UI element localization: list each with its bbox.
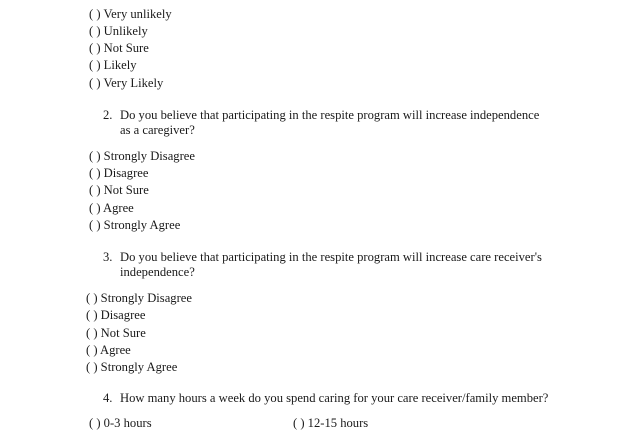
- q1-option-very-likely: ( ) Very Likely: [89, 76, 164, 90]
- q3-option-disagree: ( ) Disagree: [86, 308, 146, 322]
- q3-option-strongly-disagree: ( ) Strongly Disagree: [86, 291, 192, 305]
- q2-option-strongly-agree: ( ) Strongly Agree: [89, 218, 181, 232]
- q4-text-line-1: How many hours a week do you spend caring for your care receiver/family member?: [120, 391, 549, 405]
- q3-number: 3.: [103, 250, 113, 264]
- q2-option-not-sure: ( ) Not Sure: [89, 183, 149, 197]
- q4-number: 4.: [103, 391, 113, 405]
- q3-text-line-1: Do you believe that participating in the respite program will increase care receiver's: [120, 250, 542, 264]
- q3-option-strongly-agree: ( ) Strongly Agree: [86, 360, 178, 374]
- q3-option-not-sure: ( ) Not Sure: [86, 326, 146, 340]
- q1-option-very-unlikely: ( ) Very unlikely: [89, 7, 172, 21]
- q2-text-line-1: Do you believe that participating in the respite program will increase independence: [120, 108, 540, 122]
- q4-option-12-15-hours: ( ) 12-15 hours: [293, 416, 369, 430]
- q3-option-agree: ( ) Agree: [86, 343, 131, 357]
- q4-option-0-3-hours: ( ) 0-3 hours: [89, 416, 152, 430]
- q2-option-agree: ( ) Agree: [89, 201, 134, 215]
- q1-option-not-sure: ( ) Not Sure: [89, 41, 149, 55]
- q3-text-line-2: independence?: [120, 265, 195, 279]
- q2-number: 2.: [103, 108, 113, 122]
- q1-option-likely: ( ) Likely: [89, 58, 137, 72]
- q2-option-disagree: ( ) Disagree: [89, 166, 149, 180]
- q1-option-unlikely: ( ) Unlikely: [89, 24, 148, 38]
- q2-text-line-2: as a caregiver?: [120, 123, 195, 137]
- q2-option-strongly-disagree: ( ) Strongly Disagree: [89, 149, 195, 163]
